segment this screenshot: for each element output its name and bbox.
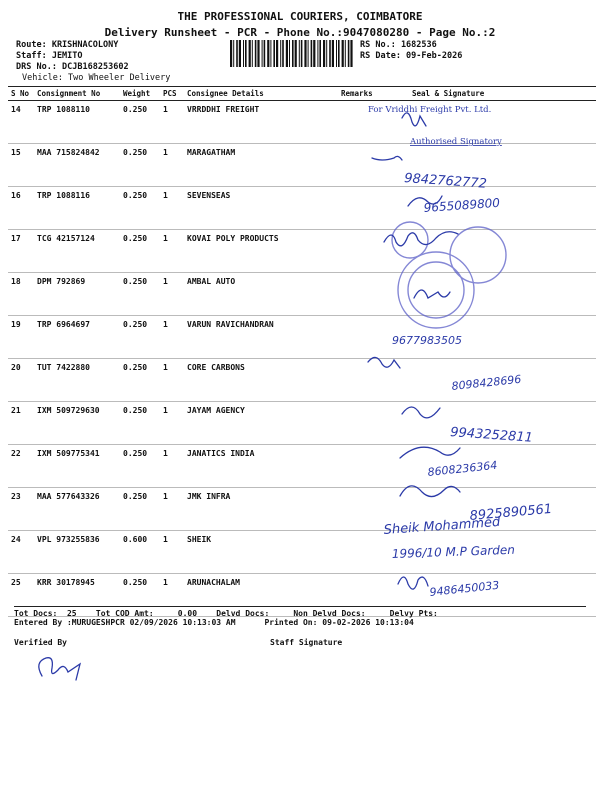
row-seal-signature bbox=[382, 445, 596, 488]
rs-number: RS No.: 1682536 bbox=[360, 40, 437, 50]
table-row bbox=[8, 273, 596, 316]
row-consignment-no: TUT 7422880 bbox=[34, 359, 120, 402]
row-consignment-no: MAA 715824842 bbox=[34, 144, 120, 187]
table-row bbox=[8, 316, 596, 359]
row-sno: 17 bbox=[8, 230, 34, 273]
row-weight: 0.250 bbox=[120, 230, 160, 273]
row-weight: 0.250 bbox=[120, 273, 160, 316]
table-row bbox=[8, 531, 596, 574]
signature-verified-by bbox=[39, 658, 80, 680]
row-sno: 21 bbox=[8, 402, 34, 445]
row-consignment-no: TRP 6964697 bbox=[34, 316, 120, 359]
row-seal-signature bbox=[382, 488, 596, 531]
row-seal-signature bbox=[382, 101, 596, 144]
row-consignment-no: KRR 30178945 bbox=[34, 574, 120, 617]
phone-row-16: 9655089800 bbox=[423, 195, 501, 215]
row-pcs: 1 bbox=[160, 316, 184, 359]
row-pcs: 1 bbox=[160, 273, 184, 316]
drs-label: DRS No.: DCJB168253602 bbox=[16, 62, 129, 72]
row-pcs: 1 bbox=[160, 359, 184, 402]
row-weight: 0.250 bbox=[120, 187, 160, 230]
stamp-company-text: For Vriddhi Freight Pvt. Ltd. bbox=[368, 105, 492, 115]
row-consignment-no: TRP 1088116 bbox=[34, 187, 120, 230]
row-seal-signature bbox=[382, 402, 596, 445]
name-row-24: Sheik Mohammed bbox=[383, 514, 501, 538]
row-pcs: 1 bbox=[160, 445, 184, 488]
barcode bbox=[230, 40, 356, 67]
phone-row-21: 9943252811 bbox=[449, 425, 534, 446]
col-sno: S No bbox=[8, 87, 34, 101]
row-consignment-no: IXM 509775341 bbox=[34, 445, 120, 488]
row-pcs: 1 bbox=[160, 144, 184, 187]
row-sno: 23 bbox=[8, 488, 34, 531]
row-weight: 0.250 bbox=[120, 488, 160, 531]
row-consignee: VRRDDHI FREIGHT bbox=[184, 101, 338, 144]
rs-date: RS Date: 09-Feb-2026 bbox=[360, 51, 463, 61]
row-pcs: 1 bbox=[160, 574, 184, 617]
row-remarks bbox=[338, 445, 382, 488]
row-consignee: JMK INFRA bbox=[184, 488, 338, 531]
row-remarks bbox=[338, 230, 382, 273]
row-consignment-no: IXM 509729630 bbox=[34, 402, 120, 445]
row-consignee: SEVENSEAS bbox=[184, 187, 338, 230]
row-remarks bbox=[338, 402, 382, 445]
address-row-24: 1996/10 M.P Garden bbox=[391, 542, 516, 561]
col-remarks: Remarks bbox=[338, 87, 382, 101]
staff-signature-label: Staff Signature bbox=[270, 638, 343, 647]
phone-row-15: 9842762772 bbox=[403, 171, 488, 192]
table-header-row bbox=[8, 87, 596, 101]
company-title: THE PROFESSIONAL COURIERS, COIMBATORE bbox=[177, 10, 423, 23]
runsheet-table bbox=[8, 86, 596, 617]
phone-row-23: 8925890561 bbox=[469, 501, 553, 524]
route-label: Route: KRISHNACOLONY bbox=[16, 40, 119, 50]
row-consignment-no: VPL 973255836 bbox=[34, 531, 120, 574]
row-weight: 0.250 bbox=[120, 316, 160, 359]
row-pcs: 1 bbox=[160, 402, 184, 445]
row-pcs: 1 bbox=[160, 488, 184, 531]
totals-line: Tot Docs: 25 Tot COD Amt: 0.00 Delvd Docs: Non Delvd Docs: Delvy Pts: bbox=[14, 606, 586, 618]
row-remarks bbox=[338, 144, 382, 187]
col-consignee: Consignee Details bbox=[184, 87, 338, 101]
col-weight: Weight bbox=[120, 87, 160, 101]
row-consignee: ARUNACHALAM bbox=[184, 574, 338, 617]
row-weight: 0.250 bbox=[120, 574, 160, 617]
row-remarks bbox=[338, 316, 382, 359]
col-seal-signature: Seal & Signature bbox=[382, 87, 596, 101]
row-pcs: 1 bbox=[160, 230, 184, 273]
row-remarks bbox=[338, 531, 382, 574]
entered-by-line: Entered By :MURUGESHPCR 02/09/2026 10:13:03 AM Printed On: 09-02-2026 10:13:04 bbox=[14, 618, 414, 627]
row-remarks bbox=[338, 359, 382, 402]
row-sno: 16 bbox=[8, 187, 34, 230]
row-consignee: JAYAM AGENCY bbox=[184, 402, 338, 445]
row-sno: 24 bbox=[8, 531, 34, 574]
row-sno: 14 bbox=[8, 101, 34, 144]
row-sno: 22 bbox=[8, 445, 34, 488]
phone-row-22: 8608236364 bbox=[426, 458, 498, 479]
row-seal-signature bbox=[382, 144, 596, 187]
row-seal-signature bbox=[382, 359, 596, 402]
verified-by-label: Verified By bbox=[14, 638, 67, 647]
table-row bbox=[8, 402, 596, 445]
row-seal-signature bbox=[382, 273, 596, 316]
row-weight: 0.250 bbox=[120, 101, 160, 144]
row-consignee: KOVAI POLY PRODUCTS bbox=[184, 230, 338, 273]
phone-row-21-top: 8098428696 bbox=[450, 372, 522, 393]
row-seal-signature bbox=[382, 316, 596, 359]
row-remarks bbox=[338, 273, 382, 316]
col-pcs: PCS bbox=[160, 87, 184, 101]
row-sno: 15 bbox=[8, 144, 34, 187]
table-row bbox=[8, 445, 596, 488]
vehicle-label: Vehicle: Two Wheeler Delivery bbox=[22, 73, 171, 83]
row-weight: 0.600 bbox=[120, 531, 160, 574]
row-remarks bbox=[338, 101, 382, 144]
row-consignee: AMBAL AUTO bbox=[184, 273, 338, 316]
row-consignment-no: DPM 792869 bbox=[34, 273, 120, 316]
phone-row-25: 9486450033 bbox=[428, 578, 500, 599]
table-row bbox=[8, 230, 596, 273]
row-consignee: CORE CARBONS bbox=[184, 359, 338, 402]
row-pcs: 1 bbox=[160, 187, 184, 230]
row-weight: 0.250 bbox=[120, 402, 160, 445]
table-row bbox=[8, 359, 596, 402]
row-seal-signature bbox=[382, 230, 596, 273]
row-consignee: VARUN RAVICHANDRAN bbox=[184, 316, 338, 359]
row-consignee: MARAGATHAM bbox=[184, 144, 338, 187]
row-seal-signature bbox=[382, 531, 596, 574]
row-pcs: 1 bbox=[160, 101, 184, 144]
row-consignment-no: TRP 1088110 bbox=[34, 101, 120, 144]
table-row bbox=[8, 144, 596, 187]
authorised-signatory-text: Authorised Signatory bbox=[410, 137, 502, 147]
row-consignment-no: MAA 577643326 bbox=[34, 488, 120, 531]
runsheet-title: Delivery Runsheet - PCR - Phone No.:9047080280 - Page No.:2 bbox=[104, 26, 496, 39]
row-remarks bbox=[338, 187, 382, 230]
staff-label: Staff: JEMITO bbox=[16, 51, 83, 61]
row-sno: 20 bbox=[8, 359, 34, 402]
row-weight: 0.250 bbox=[120, 359, 160, 402]
row-weight: 0.250 bbox=[120, 445, 160, 488]
row-consignee: SHEIK bbox=[184, 531, 338, 574]
table-row bbox=[8, 101, 596, 144]
row-consignment-no: TCG 42157124 bbox=[34, 230, 120, 273]
row-sno: 19 bbox=[8, 316, 34, 359]
row-pcs: 1 bbox=[160, 531, 184, 574]
row-weight: 0.250 bbox=[120, 144, 160, 187]
table-row bbox=[8, 187, 596, 230]
col-consignment: Consignment No bbox=[34, 87, 120, 101]
row-consignee: JANATICS INDIA bbox=[184, 445, 338, 488]
row-seal-signature bbox=[382, 187, 596, 230]
table-row bbox=[8, 488, 596, 531]
row-sno: 25 bbox=[8, 574, 34, 617]
phone-row-19: 9677983505 bbox=[392, 334, 462, 347]
row-sno: 18 bbox=[8, 273, 34, 316]
row-remarks bbox=[338, 488, 382, 531]
